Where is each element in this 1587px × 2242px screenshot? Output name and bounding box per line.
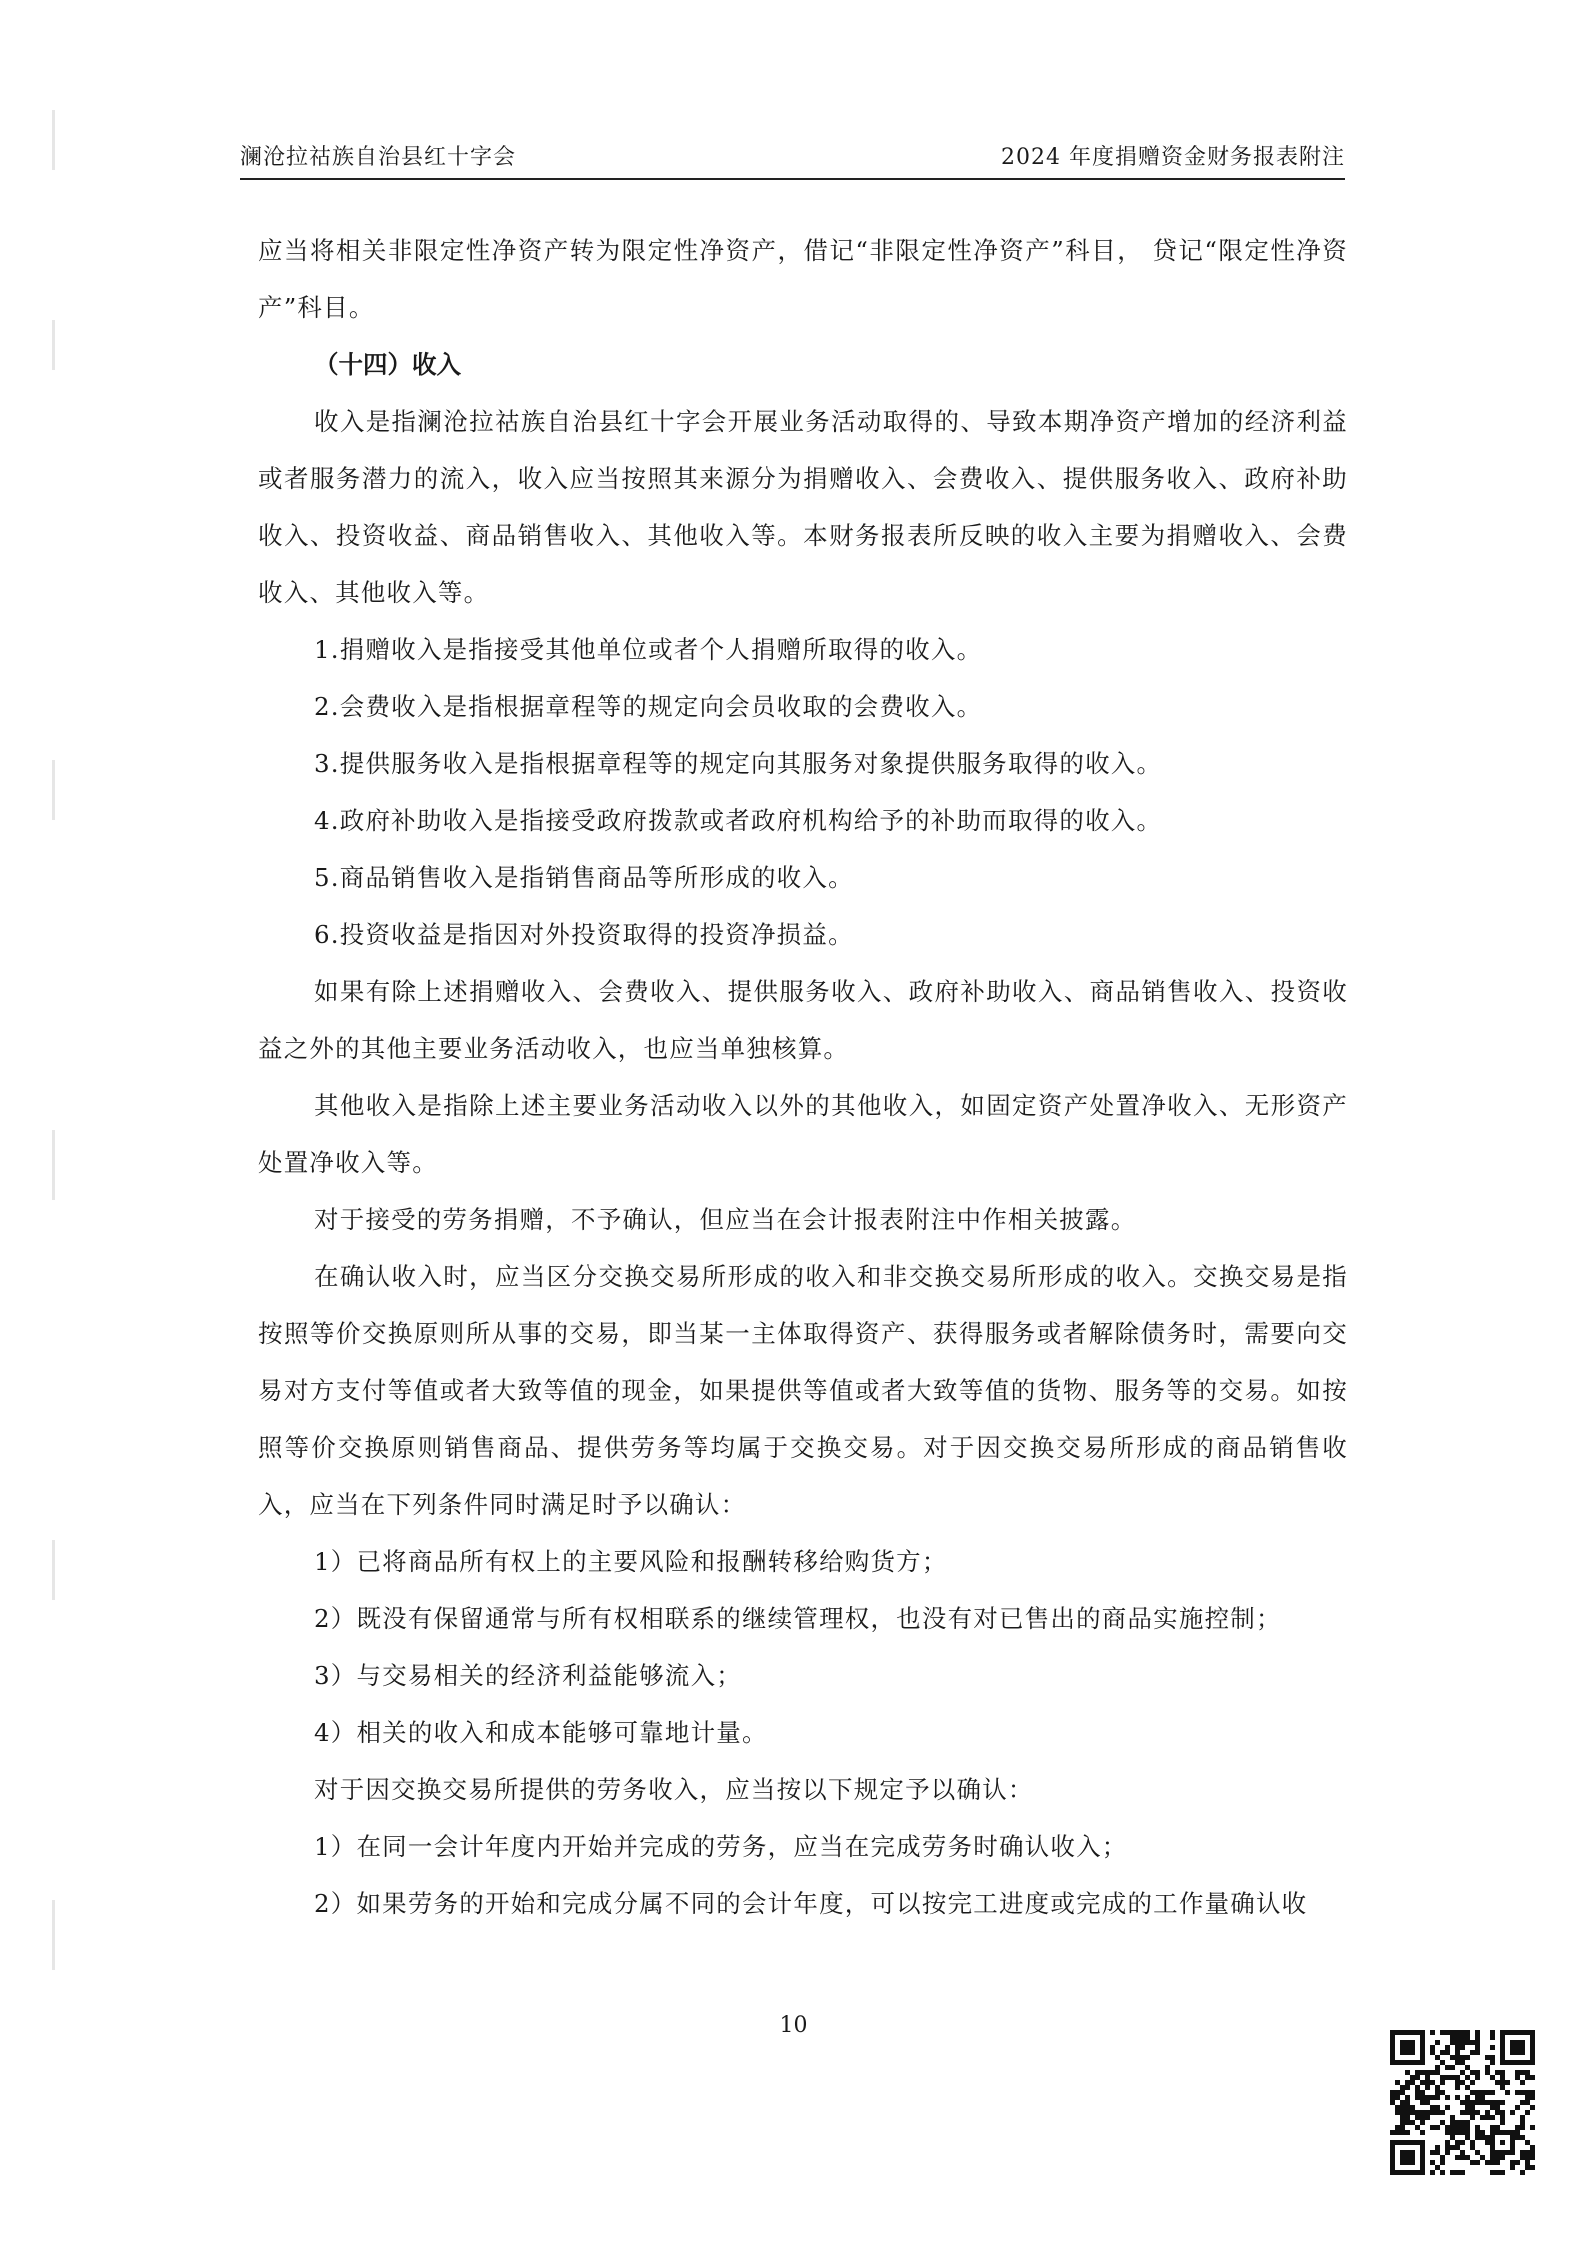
body-paragraph: 2.会费收入是指根据章程等的规定向会员收取的会费收入。 bbox=[314, 692, 983, 721]
body-paragraph: 4.政府补助收入是指接受政府拨款或者政府机构给予的补助而取得的收入。 bbox=[314, 806, 1163, 835]
page-number: 10 bbox=[779, 2013, 808, 2038]
body-paragraph: 收入是指澜沧拉祜族自治县红十字会开展业务活动取得的、导致本期净资产增加的经济利益或者服务潜力的流入，收入应当按照其来源分为捐赠收入、会费收入、提供服务收入、政府补助收入、投资收益、商品销售收入、其他收入等。本财务报表所反映的收入主要为捐赠收入、会费收入、其他收入等。 bbox=[258, 407, 1348, 607]
body-paragraph: 在确认收入时，应当区分交换交易所形成的收入和非交换交易所形成的收入。交换交易是指按照等价交换原则所从事的交易，即当某一主体取得资产、获得服务或者解除债务时，需要向交易对方支付等值或者大致等值的现金，如果提供等值或者大致等值的货物、服务等的交易。如按照等价交换原则销售商品、提供劳务等均属于交换交易。对于因交换交易所形成的商品销售收入，应当在下列条件同时满足时予以确认： bbox=[258, 1262, 1348, 1519]
body-paragraph: 其他收入是指除上述主要业务活动收入以外的其他收入，如固定资产处置净收入、无形资产处置净收入等。 bbox=[258, 1091, 1348, 1177]
document-body bbox=[258, 222, 1348, 1932]
scan-edge-mark bbox=[52, 110, 55, 170]
scan-edge-mark bbox=[52, 1540, 55, 1600]
page-header bbox=[240, 136, 1345, 180]
header-report-title: 2024 年度捐赠资金财务报表附注 bbox=[1001, 145, 1345, 170]
scan-edge-mark bbox=[52, 760, 55, 820]
body-paragraph: 对于接受的劳务捐赠，不予确认，但应当在会计报表附注中作相关披露。 bbox=[314, 1205, 1137, 1234]
scan-edge-mark bbox=[52, 1130, 55, 1200]
body-paragraph: 3.提供服务收入是指根据章程等的规定向其服务对象提供服务取得的收入。 bbox=[314, 749, 1163, 778]
body-paragraph: 1）已将商品所有权上的主要风险和报酬转移给购货方； bbox=[314, 1547, 948, 1576]
section-heading: （十四）收入 bbox=[314, 350, 461, 379]
body-paragraph: 如果有除上述捐赠收入、会费收入、提供服务收入、政府补助收入、商品销售收入、投资收益之外的其他主要业务活动收入，也应当单独核算。 bbox=[258, 977, 1348, 1063]
body-paragraph: 4）相关的收入和成本能够可靠地计量。 bbox=[314, 1718, 768, 1747]
body-paragraph: 应当将相关非限定性净资产转为限定性净资产，借记“非限定性净资产”科目， 贷记“限定性净资产”科目。 bbox=[258, 236, 1348, 322]
body-paragraph: 3）与交易相关的经济利益能够流入； bbox=[314, 1661, 742, 1690]
scan-edge-mark bbox=[52, 320, 55, 370]
body-paragraph: 1.捐赠收入是指接受其他单位或者个人捐赠所取得的收入。 bbox=[314, 635, 983, 664]
body-paragraph: 2）既没有保留通常与所有权相联系的继续管理权，也没有对已售出的商品实施控制； bbox=[314, 1604, 1282, 1633]
qr-code-icon bbox=[1390, 2030, 1535, 2175]
body-paragraph: 5.商品销售收入是指销售商品等所形成的收入。 bbox=[314, 863, 854, 892]
body-paragraph: 2）如果劳务的开始和完成分属不同的会计年度，可以按完工进度或完成的工作量确认收 bbox=[314, 1889, 1308, 1918]
body-paragraph: 6.投资收益是指因对外投资取得的投资净损益。 bbox=[314, 920, 854, 949]
scan-edge-mark bbox=[52, 1900, 55, 1970]
body-paragraph: 1）在同一会计年度内开始并完成的劳务，应当在完成劳务时确认收入； bbox=[314, 1832, 1128, 1861]
body-paragraph: 对于因交换交易所提供的劳务收入，应当按以下规定予以确认： bbox=[314, 1775, 1034, 1804]
header-organization: 澜沧拉祜族自治县红十字会 bbox=[240, 145, 517, 170]
